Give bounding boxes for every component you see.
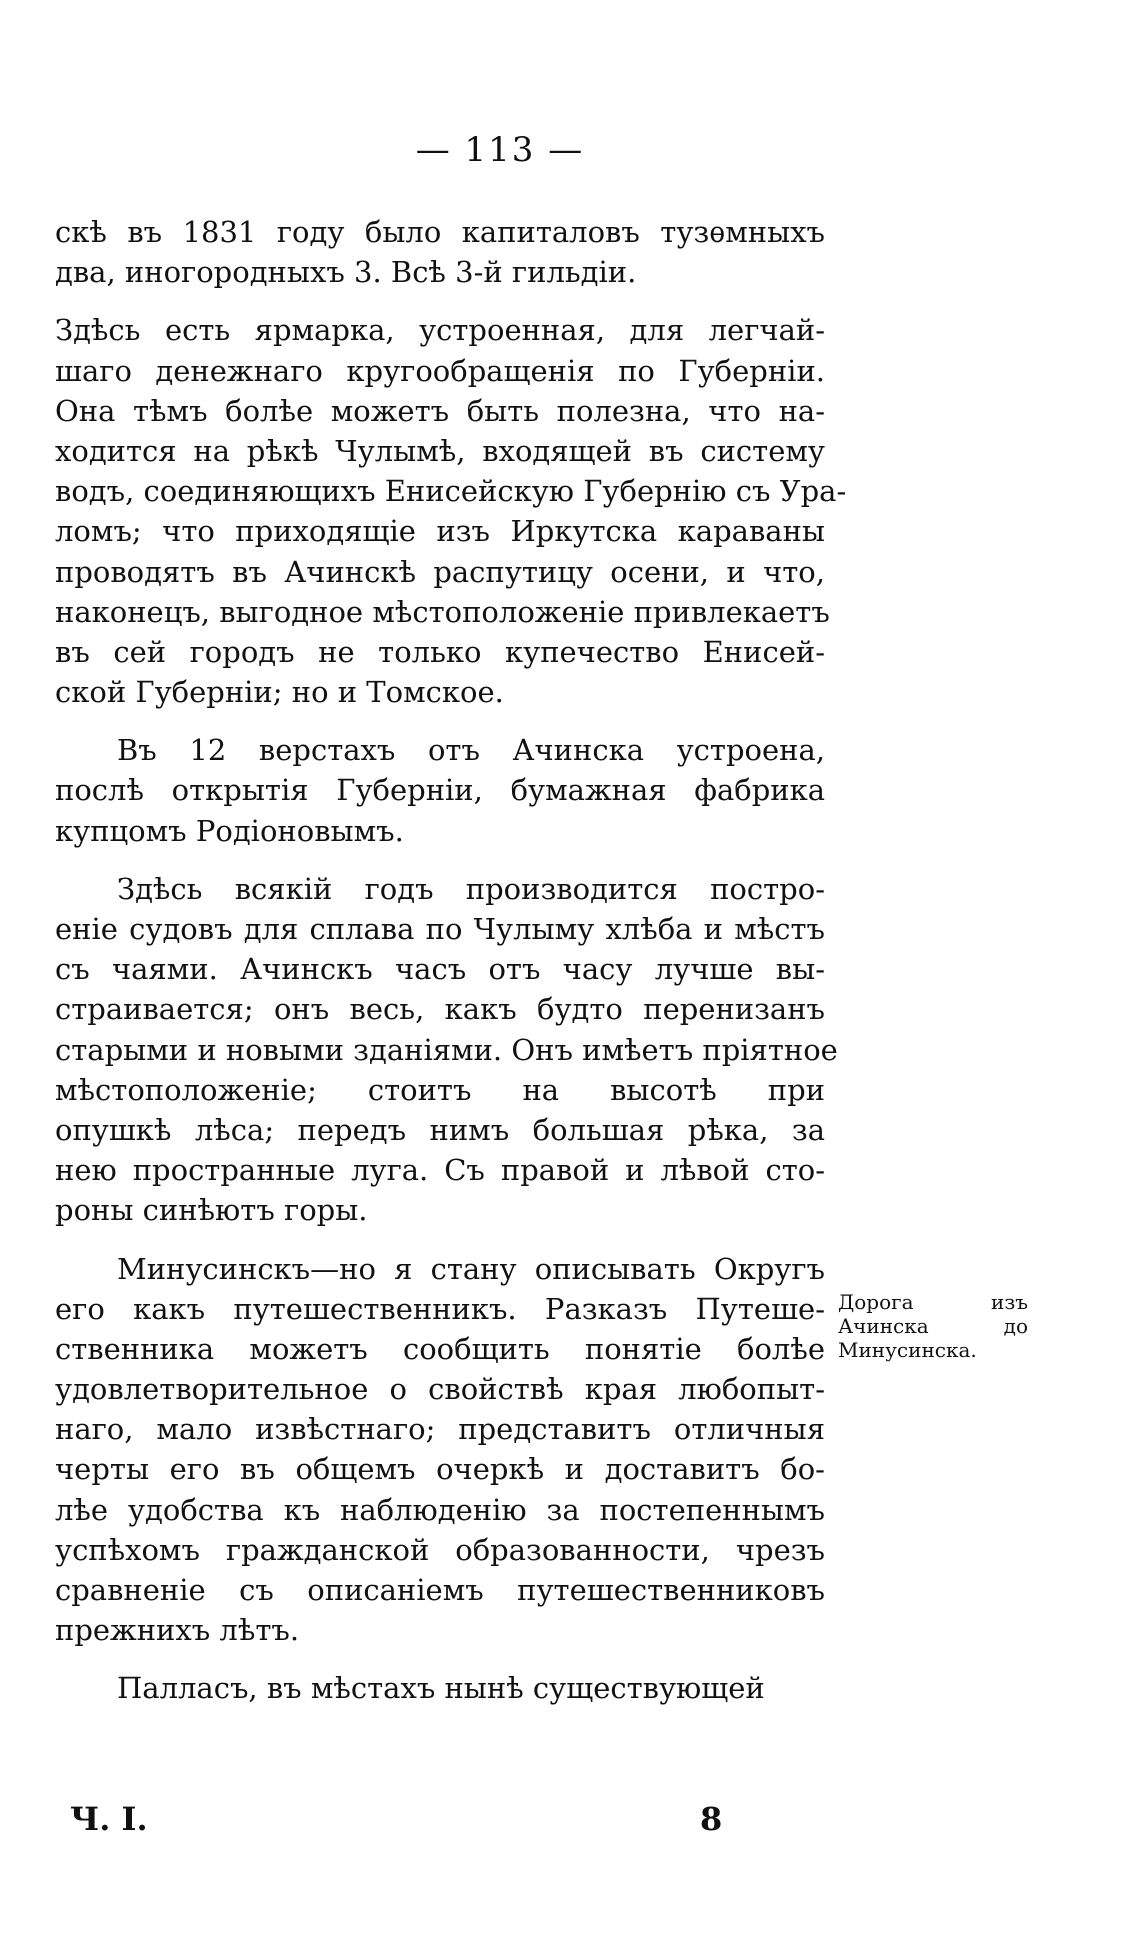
text-line: лѣе удобства къ наблюденію за постепеннымъ xyxy=(55,1492,825,1527)
paragraph xyxy=(55,212,825,292)
text-line: послѣ открытія Губерніи, бумажная фабрика xyxy=(55,773,825,808)
text-line: съ чаями. Ачинскъ часъ отъ часу лучше вы- xyxy=(55,952,825,987)
text-line: наго, мало извѣстнаго; представитъ отличныя xyxy=(55,1412,825,1447)
text-line: прежнихъ лѣтъ. xyxy=(55,1613,300,1648)
text-line: роны синѣютъ горы. xyxy=(55,1193,368,1228)
text-line: ходится на рѣкѣ Чулымѣ, входящей въ систему xyxy=(55,433,825,468)
text-line: Палласъ, въ мѣстахъ нынѣ существующей xyxy=(117,1671,765,1706)
text-line: нею пространные луга. Съ правой и лѣвой сто- xyxy=(55,1153,825,1188)
text-line: удовлетворительное о свойствѣ края любопыт- xyxy=(55,1372,825,1407)
paragraph xyxy=(55,1249,825,1651)
page-number: — 113 — xyxy=(415,130,585,170)
text-line: мѣстоположеніе; стоитъ на высотѣ при xyxy=(55,1072,825,1107)
text-line: водъ, соединяющихъ Енисейскую Губернію съ Ура- xyxy=(55,474,847,509)
text-line: черты его въ общемъ очеркѣ и доставитъ бо- xyxy=(55,1452,825,1487)
sheet-number: 8 xyxy=(700,1800,723,1838)
text-line: Здѣсь есть ярмарка, устроенная, для легчай- xyxy=(55,313,825,348)
text-line: въ сей городъ не только купечество Енисей- xyxy=(55,634,825,669)
text-line: ственника можетъ сообщить понятіе болѣе xyxy=(55,1331,825,1366)
margin-note-line: Ачинска до xyxy=(838,1314,1028,1338)
text-line: еніе судовъ для сплава по Чулыму хлѣба и мѣстъ xyxy=(55,912,825,946)
margin-note-line: Минусинска. xyxy=(838,1338,977,1362)
body-text xyxy=(55,212,847,1709)
margin-note-line: Дорога изъ xyxy=(838,1290,1028,1314)
margin-note xyxy=(838,1290,1028,1362)
text-line: Она тѣмъ болѣе можетъ быть полезна, что на- xyxy=(55,393,825,428)
text-line: купцомъ Родіоновымъ. xyxy=(55,813,404,848)
text-line: сравненіе съ описаніемъ путешественниковъ xyxy=(55,1573,825,1607)
paragraph xyxy=(55,1668,825,1708)
text-line: ской Губерніи; но и Томское. xyxy=(55,675,504,710)
signature-mark: Ч. I. xyxy=(70,1800,148,1838)
paragraph xyxy=(55,869,838,1231)
text-line: Минусинскъ—но я стану описывать Округъ xyxy=(117,1251,825,1286)
text-line: опушкѣ лѣса; передъ нимъ большая рѣка, за xyxy=(55,1112,825,1147)
text-line: два, иногородныхъ 3. Всѣ 3-й гильдiи. xyxy=(55,255,637,290)
text-line: шаго денежнаго кругообращенія по Губерніи. xyxy=(55,353,825,388)
text-line: успѣхомъ гражданской образованности, чрезъ xyxy=(55,1532,825,1567)
text-line: старыми и новыми зданіями. Онъ имѣетъ пріятное xyxy=(55,1032,838,1067)
paragraph xyxy=(55,730,825,851)
text-line: наконецъ, выгодное мѣстоположеніе привлекаетъ xyxy=(55,594,830,629)
text-line: Здѣсь всякій годъ производится постро- xyxy=(117,871,825,906)
text-line: проводятъ въ Ачинскѣ распутицу осени, и что, xyxy=(55,554,825,589)
text-line: его какъ путешественникъ. Разказъ Путеше- xyxy=(55,1291,825,1326)
text-line: Въ 12 верстахъ отъ Ачинска устроена, xyxy=(117,733,825,768)
text-line: страивается; онъ весь, какъ будто перенизанъ xyxy=(55,992,825,1027)
text-line: скѣ въ 1831 году было капиталовъ тузѳмныхъ xyxy=(55,215,825,249)
text-line: ломъ; что приходящіе изъ Иркутска караваны xyxy=(55,514,825,549)
paragraph xyxy=(55,310,847,712)
